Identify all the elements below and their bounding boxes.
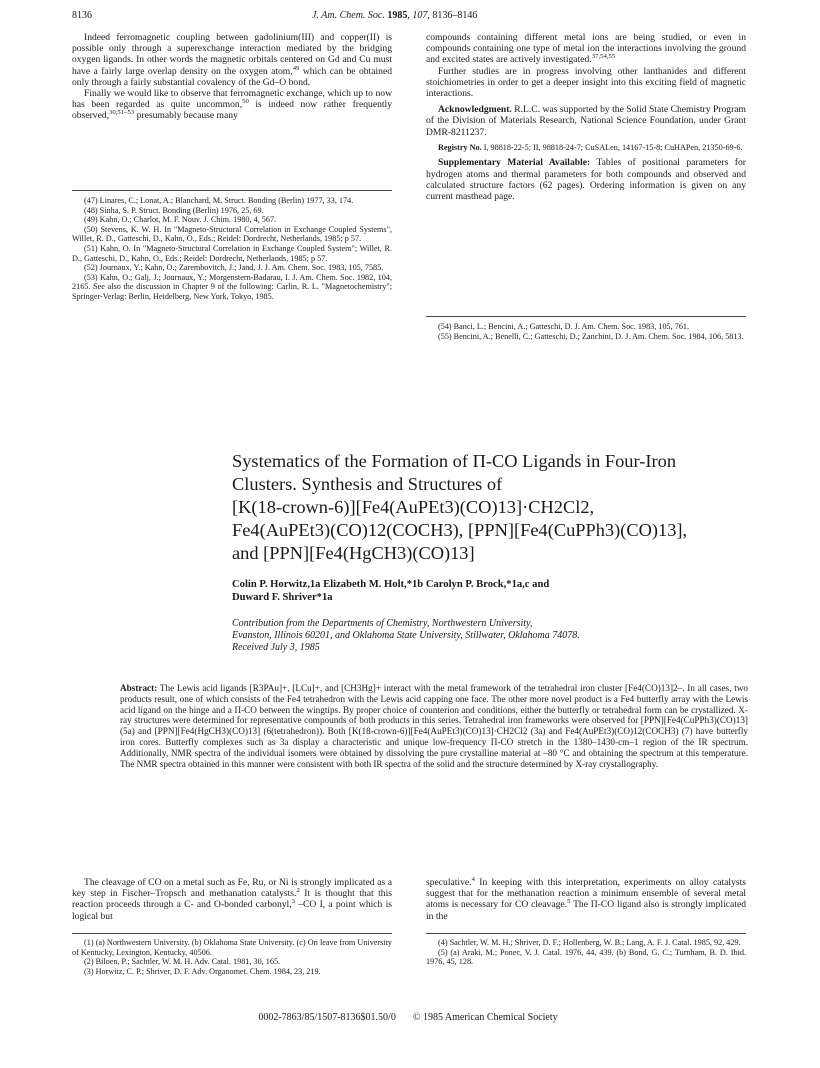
- footnote: (1) (a) Northwestern University. (b) Oklahoma State University. (c) On leave from University of Kentucky, Lexington, Kentucky, 40506.: [72, 938, 392, 957]
- journal-year: 1985: [387, 10, 408, 21]
- footnote: (5) (a) Araki, M.; Ponec, V. J. Catal. 1976, 44, 439. (b) Bond, G. C.; Turnham, B. D. Ibid. 1976, 45, 128.: [426, 947, 746, 967]
- footnote-rule: [426, 933, 746, 934]
- footnote: (55) Bencini, A.; Benelli, C.; Gatteschi, D.; Zanchini, D. J. Am. Chem. Soc. 1984, 106, 5813.: [438, 331, 744, 341]
- page-footer: [72, 1012, 744, 1023]
- abstract-text: The Lewis acid ligands [R3PAu]+, [LCu]+, and [CH3Hg]+ interact with the metal framework of the tetrahedral iron cluster [Fe4(CO)13]2–. In all cases, two products result, one of which consists of the Fe4 tetrahedron with the Lewis acid capping one face. The other more novel product is a Fe4 butterfly array with the Lewis acid ligand on the hinge and a Π-CO between the wingtips. By proper choice of counterion and conditions, either the butterfly or tetrahedral form can be crystallized. X-ray structures were determined for representative compounds of both products in this series. Tetrahedral iron frameworks were observed for [PPN][Fe4(CuPPh3)(CO)13] (5a) and [PPN][Fe4(HgCH3)(CO)13] (6(tetrahedron)). Both [K(18-crown-6)][Fe4(AuPEt3)(CO)13]·CH2Cl2 (3a) and Fe4(AuPEt3)(CO)12(COCH3) (7) have butterfly iron cores. Butterfly complexes such as 3a display a characteristic and unique low-frequency Π-CO stretch in the 1380–1430-cm–1 region of the IR spectrum. Additionally, NMR spectra of the individual isomers were obtained by dissolving the pure crystalline material at –80 °C and obtaining the spectrum at this temperature. The NMR spectra obtained in this manner were consistent with both IR spectra of the solid and the structure determined by X-ray crystallography.: [120, 683, 748, 769]
- journal-pages: 8136–8146: [432, 10, 478, 21]
- top-left-column: [72, 32, 392, 122]
- running-header: [72, 10, 744, 24]
- footnote: (2) Biloen, P.; Sachtler, W. M. H. Adv. Catal. 1981, 30, 165.: [84, 957, 281, 967]
- affiliation: Contribution from the Departments of Chemistry, Northwestern University, Evanston, Illinois 60201, and Oklahoma State University, Stillwater, Oklahoma 74078. Received July 3, 1985: [232, 618, 580, 654]
- footer-copyright: © 1985 American Chemical Society: [412, 1012, 558, 1023]
- bottom-left-footnotes: [72, 938, 392, 976]
- footnote: (4) Sachtler, W. M. H.; Shriver, D. F.; Hollenberg, W. B.; Lang, A. F. J. Catal. 1985, 92, 429.: [438, 938, 741, 947]
- acknowledgment: Acknowledgment. R.L.C. was supported by the Solid State Chemistry Program of the Division of Materials Research, National Science Foundation, under Grant DMR-8211237.: [426, 104, 746, 138]
- footnote-rule: [72, 190, 392, 191]
- body-paragraph: Further studies are in progress involving other lanthanides and different stoichiometries in order to get a deeper insight into this exciting field of magnetic interactions.: [426, 65, 746, 100]
- footnote-rule: [72, 933, 392, 934]
- body-paragraph: speculative.$^4$ In keeping with this interpretation, experiments on alloy catalysts suggest that for the methanation reaction a minimum ensemble of several metal atoms is necessary for CO cleavage.$^5$ The Π-CO ligand also is strongly implicated in the: [426, 875, 746, 922]
- journal-name: J. Am. Chem. Soc.: [312, 10, 385, 21]
- footnote: (53) Kahn, O.; Galj, J.; Journaux, Y.; Morgenstern-Badarau, I. J. Am. Chem. Soc. 1982, 104, 2165. See also the discussion in Chapter 9 of the following: Carlin, R. L. "Magnetochemistry"; Springer-Verlag: Berlin, Heidelberg, New York, Tokyo, 1985.: [72, 272, 392, 301]
- body-paragraph: compounds containing different metal ions are being studied, or even in compounds containing one type of metal ion the interactions involving the ground and excited states are actively investigated.$^{37,54,55}$: [426, 32, 746, 66]
- body-paragraph: Finally we would like to observe that ferromagnetic exchange, which up to now has been regarded as quite uncommon,$^{50}$ is indeed now rather frequently observed,$^{30,51-53}$ presumably because many: [72, 88, 392, 122]
- footer-code: 0002-7863/85/1507-8136$01.50/0: [258, 1012, 396, 1023]
- top-right-footnotes: [426, 322, 746, 341]
- footnote: (47) Linares, C.; Lonat, A.; Blanchard, M. Struct. Bonding (Berlin) 1977, 33, 174.: [84, 196, 354, 205]
- journal-citation: J. Am. Chem. Soc. 1985, 107, 8136–8146: [312, 10, 478, 21]
- body-paragraph: The cleavage of CO on a metal such as Fe, Ru, or Ni is strongly implicated as a key step in Fischer–Tropsch and methanation catalysts.$^2$ It is thought that this reaction proceeds through a C- and O-bonded carbonyl,$^3$ –CO I, a point which is logical but: [72, 877, 392, 922]
- footnote: (48) Sinha, S. P. Struct. Bonding (Berlin) 1976, 25, 69.: [84, 205, 264, 215]
- bottom-right-footnotes: [426, 938, 746, 967]
- registry-numbers: Registry No. I, 98818-22-5; II, 98818-24-7; CuSALen, 14167-15-8; CuHAPen, 21350-69-6.: [438, 142, 743, 152]
- body-paragraph: Indeed ferromagnetic coupling between gadolinium(III) and copper(II) is possible only through a superexchange interaction mediated by the bridging oxygen ligands. In other words the magnetic orbitals centered on Gd and Cu must have a fairly large overlap density on the oxygen atom,$^{49}$ which can be obtained only through a fairly substantial covalency of the Gd–O bond.: [72, 32, 392, 88]
- supplementary-material: Supplementary Material Available: Tables of positional parameters for hydrogen atoms and thermal parameters for both compounds and observed and calculated structure factors (62 pages). Ordering information is given on any current masthead page.: [426, 157, 746, 203]
- article-title: Systematics of the Formation of Π-CO Ligands in Four-Iron Clusters. Synthesis and Structures of [K(18-crown-6)][Fe4(AuPEt3)(CO)13]·CH2Cl2, Fe4(AuPEt3)(CO)12(COCH3), [PPN][Fe4(CuPPh3)(CO)13], and [PPN][Fe4(HgCH3)(CO)13]: [232, 451, 688, 563]
- bottom-right-column: [426, 877, 746, 922]
- footnote: (50) Stevens, K. W. H. In "Magneto-Structural Correlation in Exchange Coupled Systems", Willet, R. D., Gatteschi, D., Kahn, O., Eds.; Reidel: Dordrecht, Netherlands, 1985; p 57.: [72, 224, 392, 244]
- bottom-left-column: [72, 877, 392, 922]
- footnote: (54) Banci, L.; Bencini, A.; Gatteschi, D. J. Am. Chem. Soc. 1983, 105, 761.: [438, 322, 690, 331]
- footnote: (52) Journaux, Y.; Kahn, O.; Zarembovitch, J.; Jand, J. J. Am. Chem. Soc. 1983, 105, 7585.: [84, 263, 384, 273]
- footnote-rule: [426, 316, 746, 317]
- footnote: (3) Horwitz, C. P.; Shriver, D. F. Adv. Organomet. Chem. 1984, 23, 219.: [84, 966, 321, 976]
- footnote: (51) Kahn, O. In "Magneto-Structural Correlation in Exchange Coupled System"; Willet, R. D., Gatteschi, D., Kahn, O., Eds.; Reidel: Dordrecht, Netherlands, 1985; p 57.: [72, 243, 392, 263]
- top-right-column: [426, 32, 746, 202]
- abstract-label: Abstract:: [120, 683, 158, 693]
- footnote: (49) Kahn, O.; Charlot, M. F. Nouv. J. Chim. 1980, 4, 567.: [84, 215, 277, 225]
- abstract: [120, 683, 748, 769]
- journal-volume: 107: [412, 10, 428, 21]
- author-list: Colin P. Horwitz,1a Elizabeth M. Holt,*1b Carolyn P. Brock,*1a,c and Duward F. Shriver*1a: [232, 579, 550, 603]
- top-left-footnotes: [72, 196, 392, 302]
- page-number: 8136: [72, 10, 92, 21]
